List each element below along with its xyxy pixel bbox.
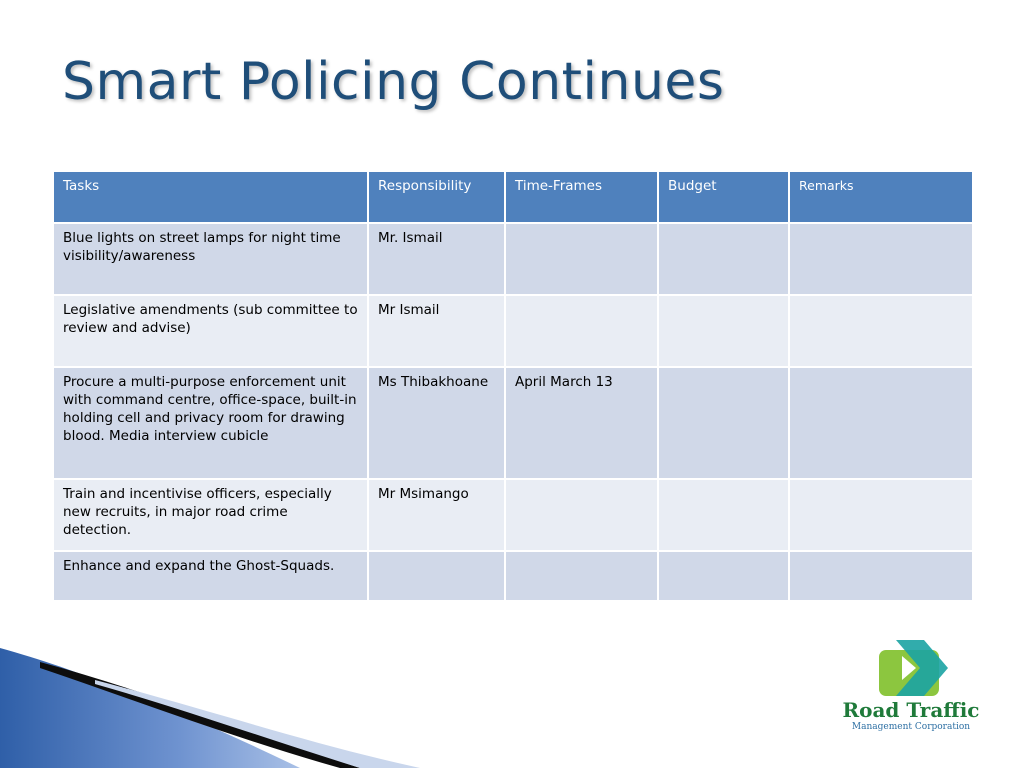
cell-time-frames (505, 295, 658, 367)
cell-responsibility: Mr Msimango (368, 479, 505, 551)
cell-responsibility: Mr Ismail (368, 295, 505, 367)
cell-task: Procure a multi-purpose enforcement unit with command centre, office-space, built-in holding cell and privacy room for drawing blood. Media interview cubicle (53, 367, 368, 479)
decorative-wave (0, 640, 420, 768)
cell-budget (658, 223, 789, 295)
table-row (53, 295, 973, 367)
cell-remarks (789, 295, 973, 367)
header-budget: Budget (658, 171, 789, 223)
cell-budget (658, 551, 789, 601)
table-row (53, 479, 973, 551)
cell-time-frames (505, 223, 658, 295)
header-tasks: Tasks (53, 171, 368, 223)
cell-budget (658, 295, 789, 367)
cell-remarks (789, 223, 973, 295)
logo-subtitle: Management Corporation (851, 722, 971, 732)
cell-remarks (789, 551, 973, 601)
logo-name: Road Traffic (842, 698, 980, 722)
cell-budget (658, 367, 789, 479)
cell-task: Train and incentivise officers, especially new recruits, in major road crime detection. (53, 479, 368, 551)
header-remarks: Remarks (789, 171, 973, 223)
slide-title: Smart Policing Continues (62, 52, 725, 112)
header-time-frames: Time-Frames (505, 171, 658, 223)
header-responsibility: Responsibility (368, 171, 505, 223)
cell-task: Legislative amendments (sub committee to review and advise) (53, 295, 368, 367)
table-row (53, 551, 973, 601)
table-row (53, 223, 973, 295)
cell-responsibility: Mr. Ismail (368, 223, 505, 295)
table-header-row (53, 171, 973, 223)
cell-budget (658, 479, 789, 551)
cell-responsibility (368, 551, 505, 601)
cell-remarks (789, 367, 973, 479)
tasks-table (52, 170, 974, 602)
cell-task: Blue lights on street lamps for night time visibility/awareness (53, 223, 368, 295)
company-logo (836, 638, 986, 738)
cell-task: Enhance and expand the Ghost-Squads. (53, 551, 368, 601)
cell-time-frames (505, 479, 658, 551)
logo-chevron-icon (836, 638, 986, 698)
cell-remarks (789, 479, 973, 551)
cell-time-frames: April March 13 (505, 367, 658, 479)
cell-time-frames (505, 551, 658, 601)
cell-responsibility: Ms Thibakhoane (368, 367, 505, 479)
table-row (53, 367, 973, 479)
